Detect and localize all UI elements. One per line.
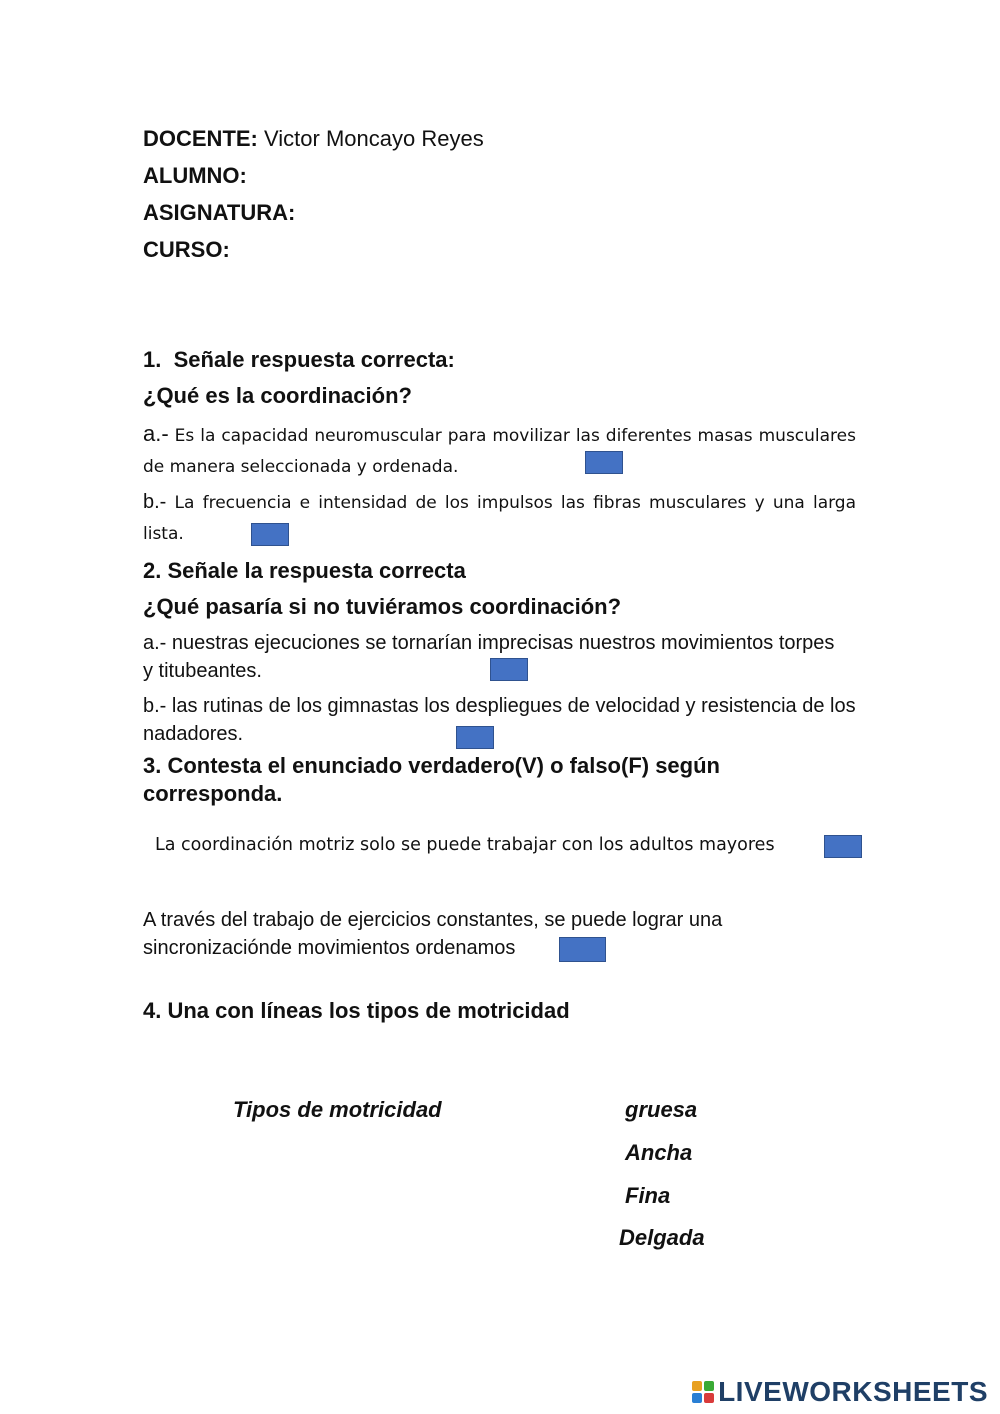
q4-option-delgada[interactable]: Delgada: [619, 1225, 705, 1250]
q1-a-prefix: a.-: [143, 421, 169, 446]
logo-square-3: [692, 1393, 702, 1403]
q1-number: 1.: [143, 347, 162, 372]
q1-b-text: La frecuencia e intensidad de los impulsos las fibras musculares y una larga lista.: [143, 493, 857, 544]
q4-left-label: Tipos de motricidad: [233, 1097, 442, 1122]
curso-line: [143, 237, 230, 263]
q1-question: ¿Qué es la coordinación?: [143, 383, 412, 408]
q2-question: ¿Qué pasaría si no tuviéramos coordinación?: [143, 594, 622, 619]
q1-a-answer-box[interactable]: [585, 451, 623, 474]
q4-option-gruesa[interactable]: gruesa: [625, 1097, 698, 1122]
q4-title: 4. Una con líneas los tipos de motricidad: [143, 998, 570, 1023]
logo-square-2: [704, 1381, 714, 1391]
curso-label: CURSO:: [143, 237, 230, 262]
logo-square-1: [692, 1381, 702, 1391]
q3-title: 3. Contesta el enunciado verdadero(V) o falso(F) según corresponda.: [143, 753, 720, 806]
q1-b-answer-box[interactable]: [251, 523, 289, 546]
logo-square-4: [704, 1393, 714, 1403]
docente-value: Victor Moncayo Reyes: [264, 126, 484, 151]
q1-b-prefix: b.-: [143, 491, 167, 513]
logo-icon: [692, 1381, 714, 1403]
q3-s1-answer-box[interactable]: [824, 835, 862, 858]
q2-option-a: a.- nuestras ejecuciones se tornarían imprecisas nuestros movimientos torpes y titubeantes.: [143, 632, 835, 682]
asignatura-line: [143, 200, 295, 226]
q1-a-text: Es la capacidad neuromuscular para movilizar las diferentes masas musculares de manera seleccionada y ordenada.: [143, 426, 856, 477]
q2-title: 2. Señale la respuesta correcta: [143, 558, 466, 583]
asignatura-label: ASIGNATURA:: [143, 200, 296, 225]
q4-option-fina[interactable]: Fina: [625, 1183, 671, 1208]
q4-option-ancha[interactable]: Ancha: [625, 1140, 693, 1165]
q1-title: [143, 347, 455, 373]
alumno-line: [143, 163, 247, 189]
q2-option-b: b.- las rutinas de los gimnastas los despliegues de velocidad y resistencia de los nadadores.: [143, 695, 856, 745]
docente-line: [143, 126, 484, 152]
liveworksheets-logo: [692, 1376, 988, 1408]
q3-statement-1: La coordinación motriz solo se puede trabajar con los adultos mayores: [155, 835, 775, 855]
q3-statement-2: A través del trabajo de ejercicios constantes, se puede lograr una sincronizacióndе movimientos ordenamos: [143, 909, 723, 959]
q2-a-answer-box[interactable]: [490, 658, 528, 681]
q2-b-answer-box[interactable]: [456, 726, 494, 749]
q1-title-text: Señale respuesta correcta:: [173, 347, 455, 372]
q1-option-a: [143, 418, 856, 483]
q1-option-b: [143, 487, 856, 550]
q3-s2-answer-box[interactable]: [559, 937, 606, 962]
alumno-label: ALUMNO:: [143, 163, 247, 188]
logo-text: LIVEWORKSHEETS: [718, 1376, 988, 1407]
docente-label: DOCENTE:: [143, 126, 258, 151]
